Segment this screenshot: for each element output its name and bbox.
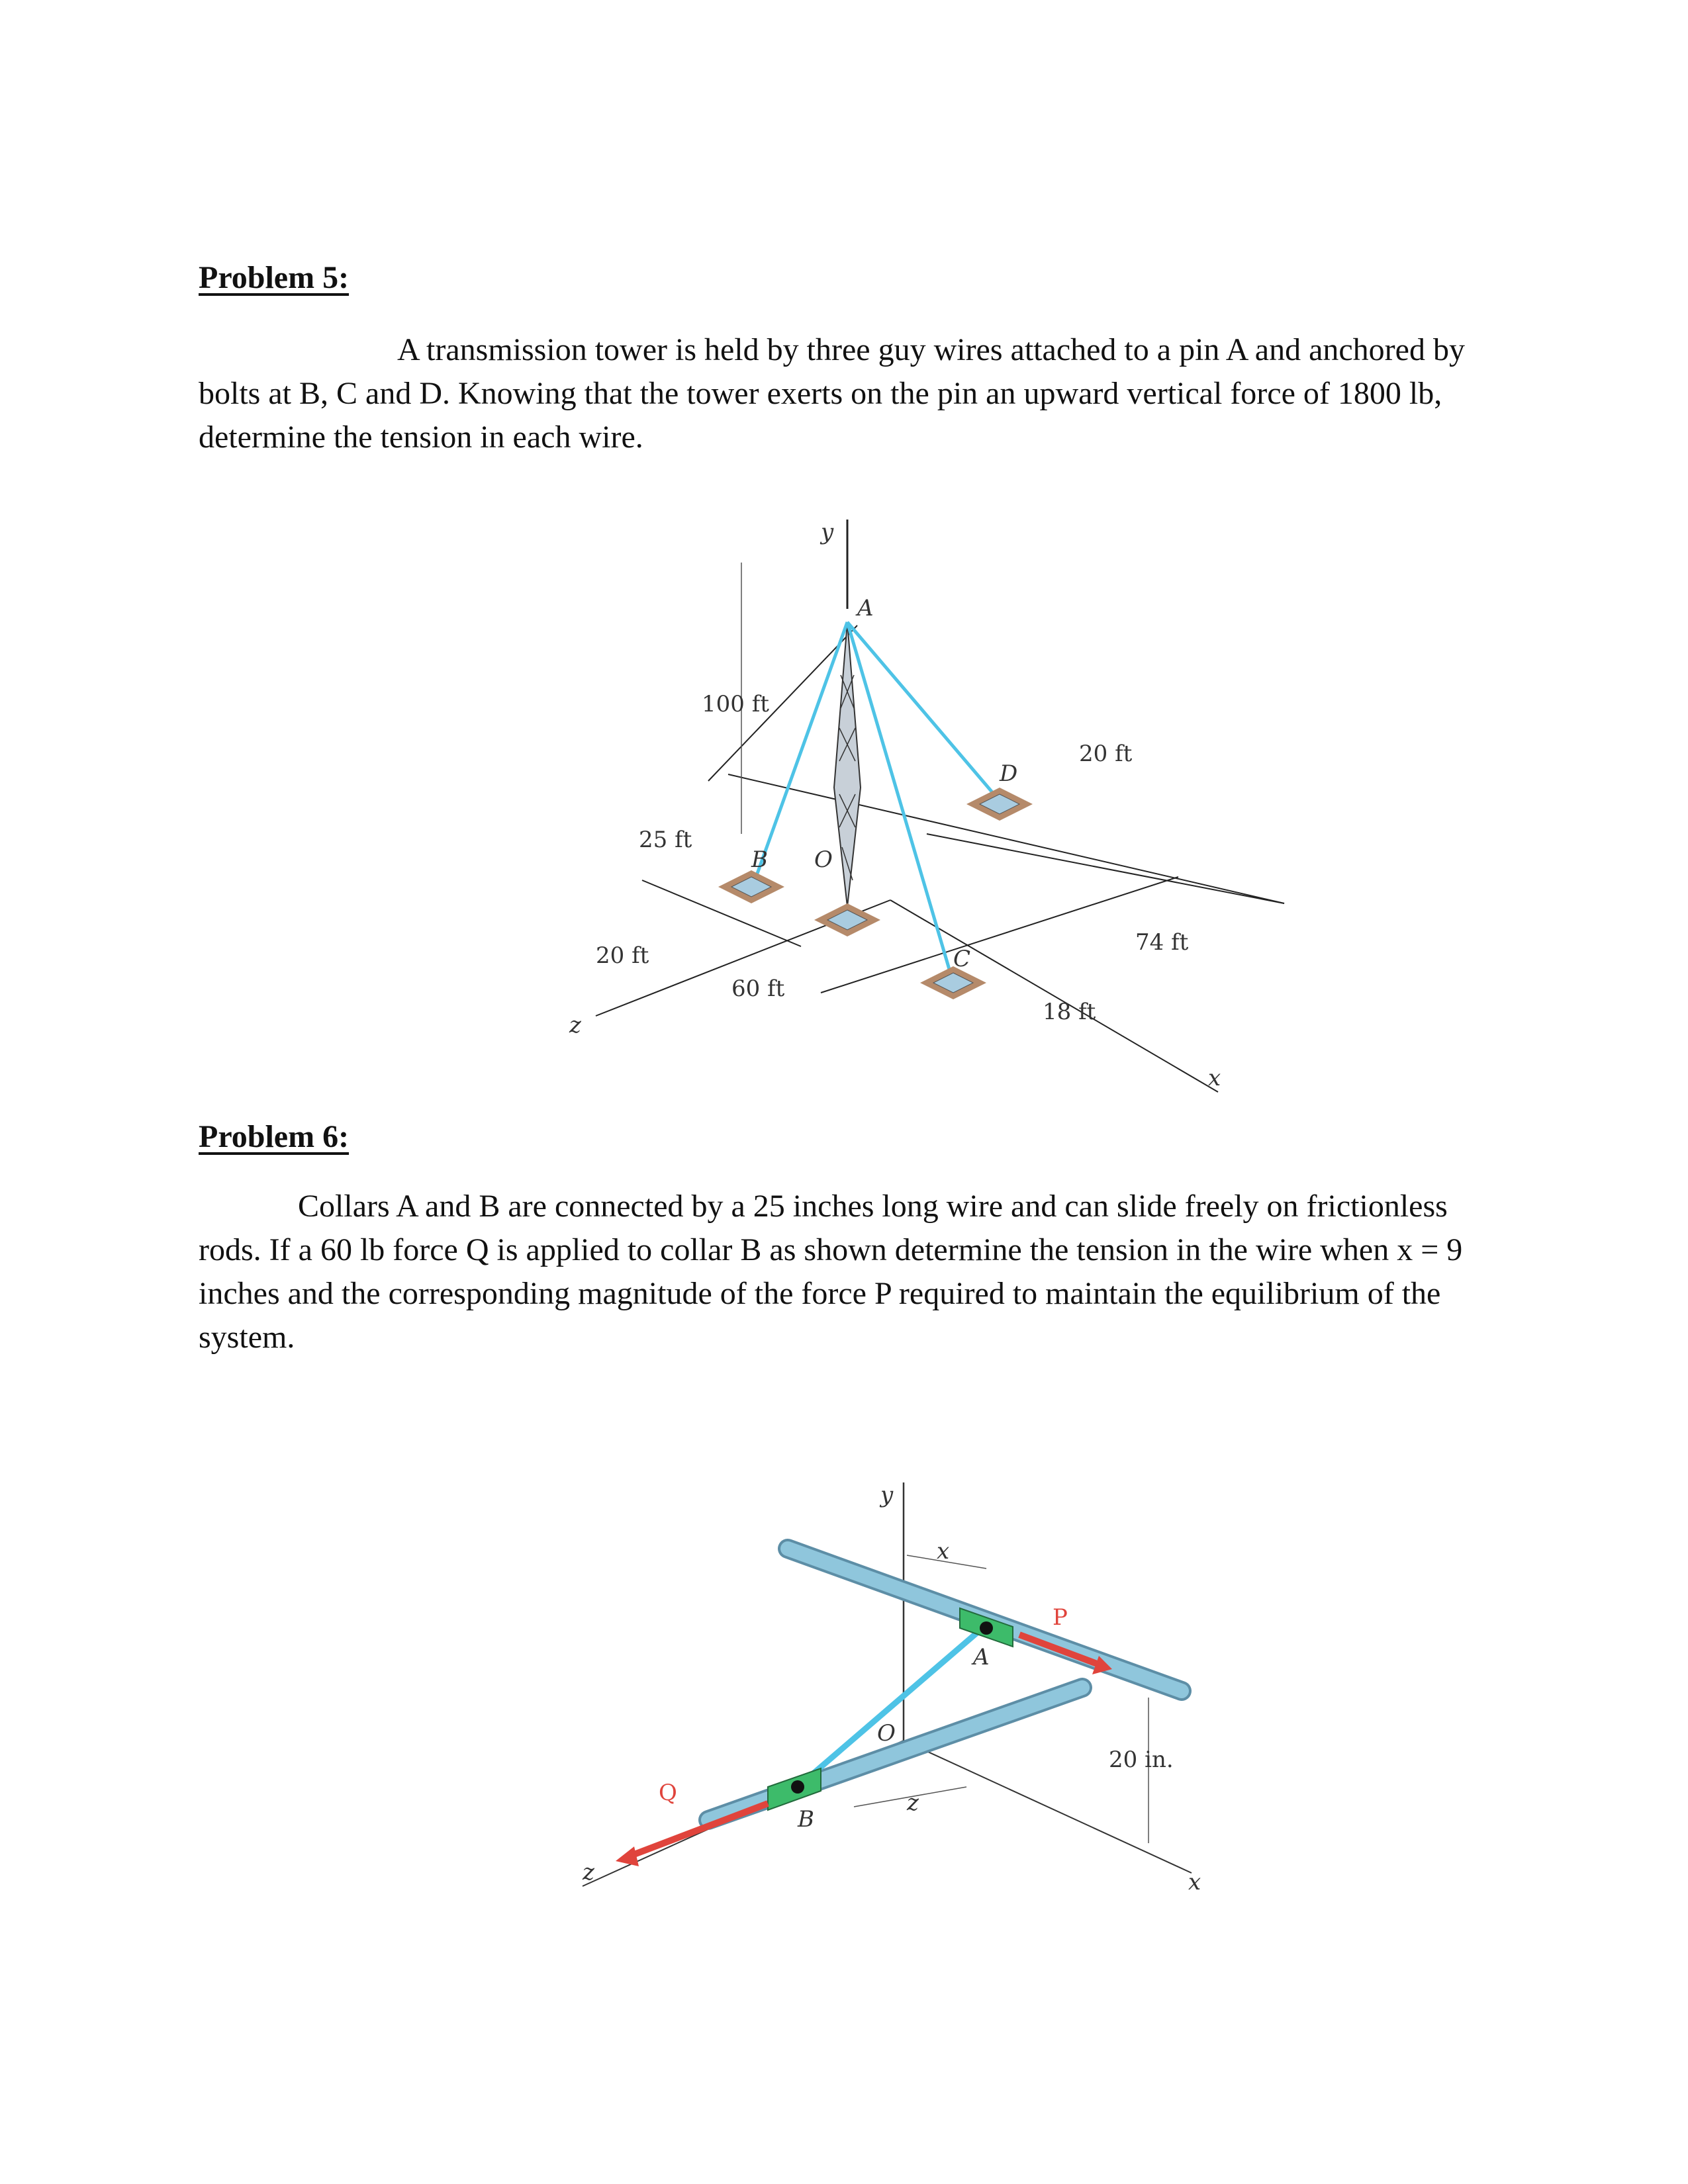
y-axis-label: y xyxy=(880,1482,894,1508)
z-axis-label: z xyxy=(569,1012,581,1038)
origin-label: O xyxy=(877,1720,896,1747)
dim-z: z xyxy=(907,1790,919,1816)
problem-6-text: Collars A and B are connected by a 25 inches long wire and can slide freely on frictionless rods. If a 60 lb force Q is applied to collar B as shown determine the tension in the wire when x = 9 inches and the corresponding magnitude of the force P required to maintain the equilibrium of the system. xyxy=(199,1189,1463,1355)
collar-B xyxy=(768,1768,821,1810)
wire-AD xyxy=(847,622,1000,801)
dim-74ft: 74 ft xyxy=(1135,929,1189,956)
problem-6-heading: Problem 6: xyxy=(199,1119,350,1154)
point-O-label: O xyxy=(814,846,833,873)
force-Q-label: Q xyxy=(659,1780,677,1806)
dim-60ft: 60 ft xyxy=(731,976,785,1002)
dim-x: x xyxy=(937,1538,950,1565)
dim-20ft-left: 20 ft xyxy=(596,942,649,969)
dim-100ft: 100 ft xyxy=(702,691,769,717)
dim-18ft: 18 ft xyxy=(1043,999,1096,1025)
collars-figure xyxy=(569,1476,1271,1899)
transmission-tower-figure xyxy=(556,510,1311,1092)
problem-5-text: A transmission tower is held by three guy wires attached to a pin A and anchored by bolts at B, C and D. Knowing that the tower exerts on the pin an upward vertical force of 1800 lb, determine the tension in each wire. xyxy=(199,332,1465,455)
anchor-D xyxy=(966,788,1033,821)
point-B-label: B xyxy=(751,846,768,873)
x-axis-label: x xyxy=(1188,1869,1201,1895)
dim-20in: 20 in. xyxy=(1109,1747,1174,1773)
collar-A-label: A xyxy=(973,1644,990,1670)
y-axis-label: y xyxy=(821,519,834,545)
z-axis-label: z xyxy=(583,1859,594,1886)
anchor-B xyxy=(718,870,784,903)
point-A-label: A xyxy=(857,595,874,621)
force-P-label: P xyxy=(1053,1604,1068,1631)
collar-B-label: B xyxy=(798,1806,814,1833)
point-D-label: D xyxy=(1000,760,1018,787)
x-axis-label: x xyxy=(1208,1065,1221,1091)
problem-5-heading: Problem 5: xyxy=(199,260,350,295)
point-C-label: C xyxy=(953,946,971,972)
dim-20ft-right: 20 ft xyxy=(1079,741,1133,767)
dim-25ft: 25 ft xyxy=(639,827,692,853)
force-Q-arrow xyxy=(629,1803,768,1856)
wire-AC xyxy=(847,622,953,983)
